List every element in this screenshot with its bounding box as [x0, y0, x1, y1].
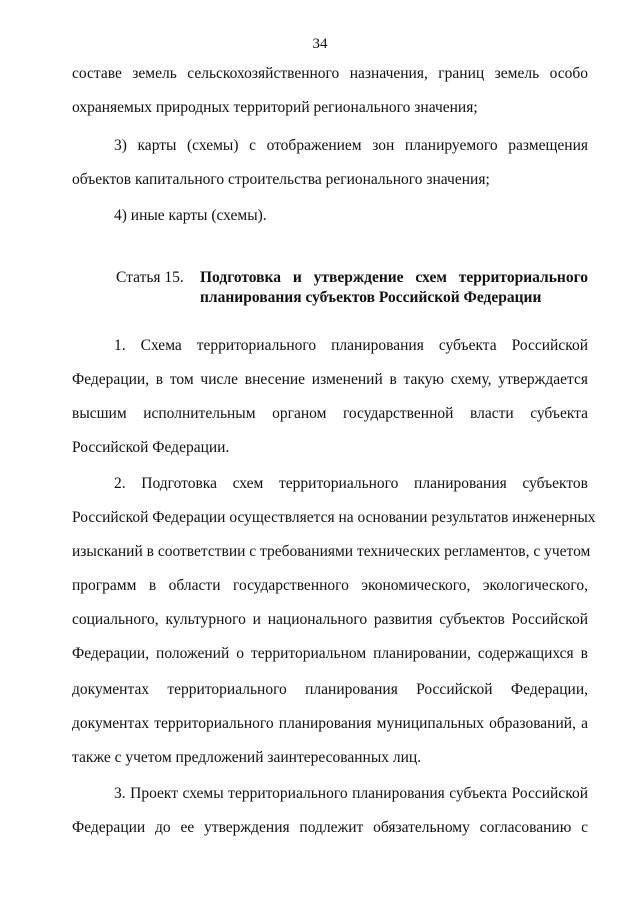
- text-line: 3) карты (схемы) с отображением зон планируемого размещения: [114, 137, 588, 154]
- text-line: объектов капитального строительства регионального значения;: [72, 171, 490, 188]
- article-title-line: Подготовка и утверждение схем территориального: [200, 269, 588, 286]
- text-line: Российской Федерации.: [72, 439, 230, 456]
- text-line: документах территориального планирования муниципальных образований, а: [72, 715, 588, 732]
- article-title-line: планирования субъектов Российской Федерации: [200, 289, 542, 306]
- article-label: Статья 15.: [116, 269, 184, 286]
- text-line: программ в области государственного экономического, экологического,: [72, 577, 588, 594]
- text-line: Российской Федерации осуществляется на основании результатов инженерных: [72, 509, 596, 526]
- text-line: охраняемых природных территорий регионального значения;: [72, 99, 478, 116]
- page-number: 34: [312, 36, 328, 52]
- text-line: Федерации, положений о территориальном планировании, содержащихся в: [72, 645, 588, 662]
- article-title: [200, 268, 588, 308]
- text-line: высшим исполнительным органом государственной власти субъекта: [72, 405, 588, 422]
- text-line: составе земель сельскохозяйственного назначения, границ земель особо: [72, 65, 588, 82]
- text-line: также с учетом предложений заинтересованных лиц.: [72, 749, 422, 766]
- text-line: 3. Проект схемы территориального планирования субъекта Российской: [114, 785, 588, 802]
- text-line: 1. Схема территориального планирования субъекта Российской: [114, 337, 588, 354]
- text-line: изысканий в соответствии с требованиями технических регламентов, с учетом: [72, 543, 591, 560]
- text-line: социального, культурного и национального развития субъектов Российской: [72, 611, 588, 628]
- text-line: 4) иные карты (схемы).: [114, 207, 267, 224]
- text-line: 2. Подготовка схем территориального планирования субъектов: [114, 475, 588, 492]
- text-line: Федерации, в том числе внесение изменений в такую схему, утверждается: [72, 371, 588, 388]
- text-line: Федерации до ее утверждения подлежит обязательному согласованию с: [72, 819, 588, 836]
- text-line: документах территориального планирования Российской Федерации,: [72, 681, 588, 698]
